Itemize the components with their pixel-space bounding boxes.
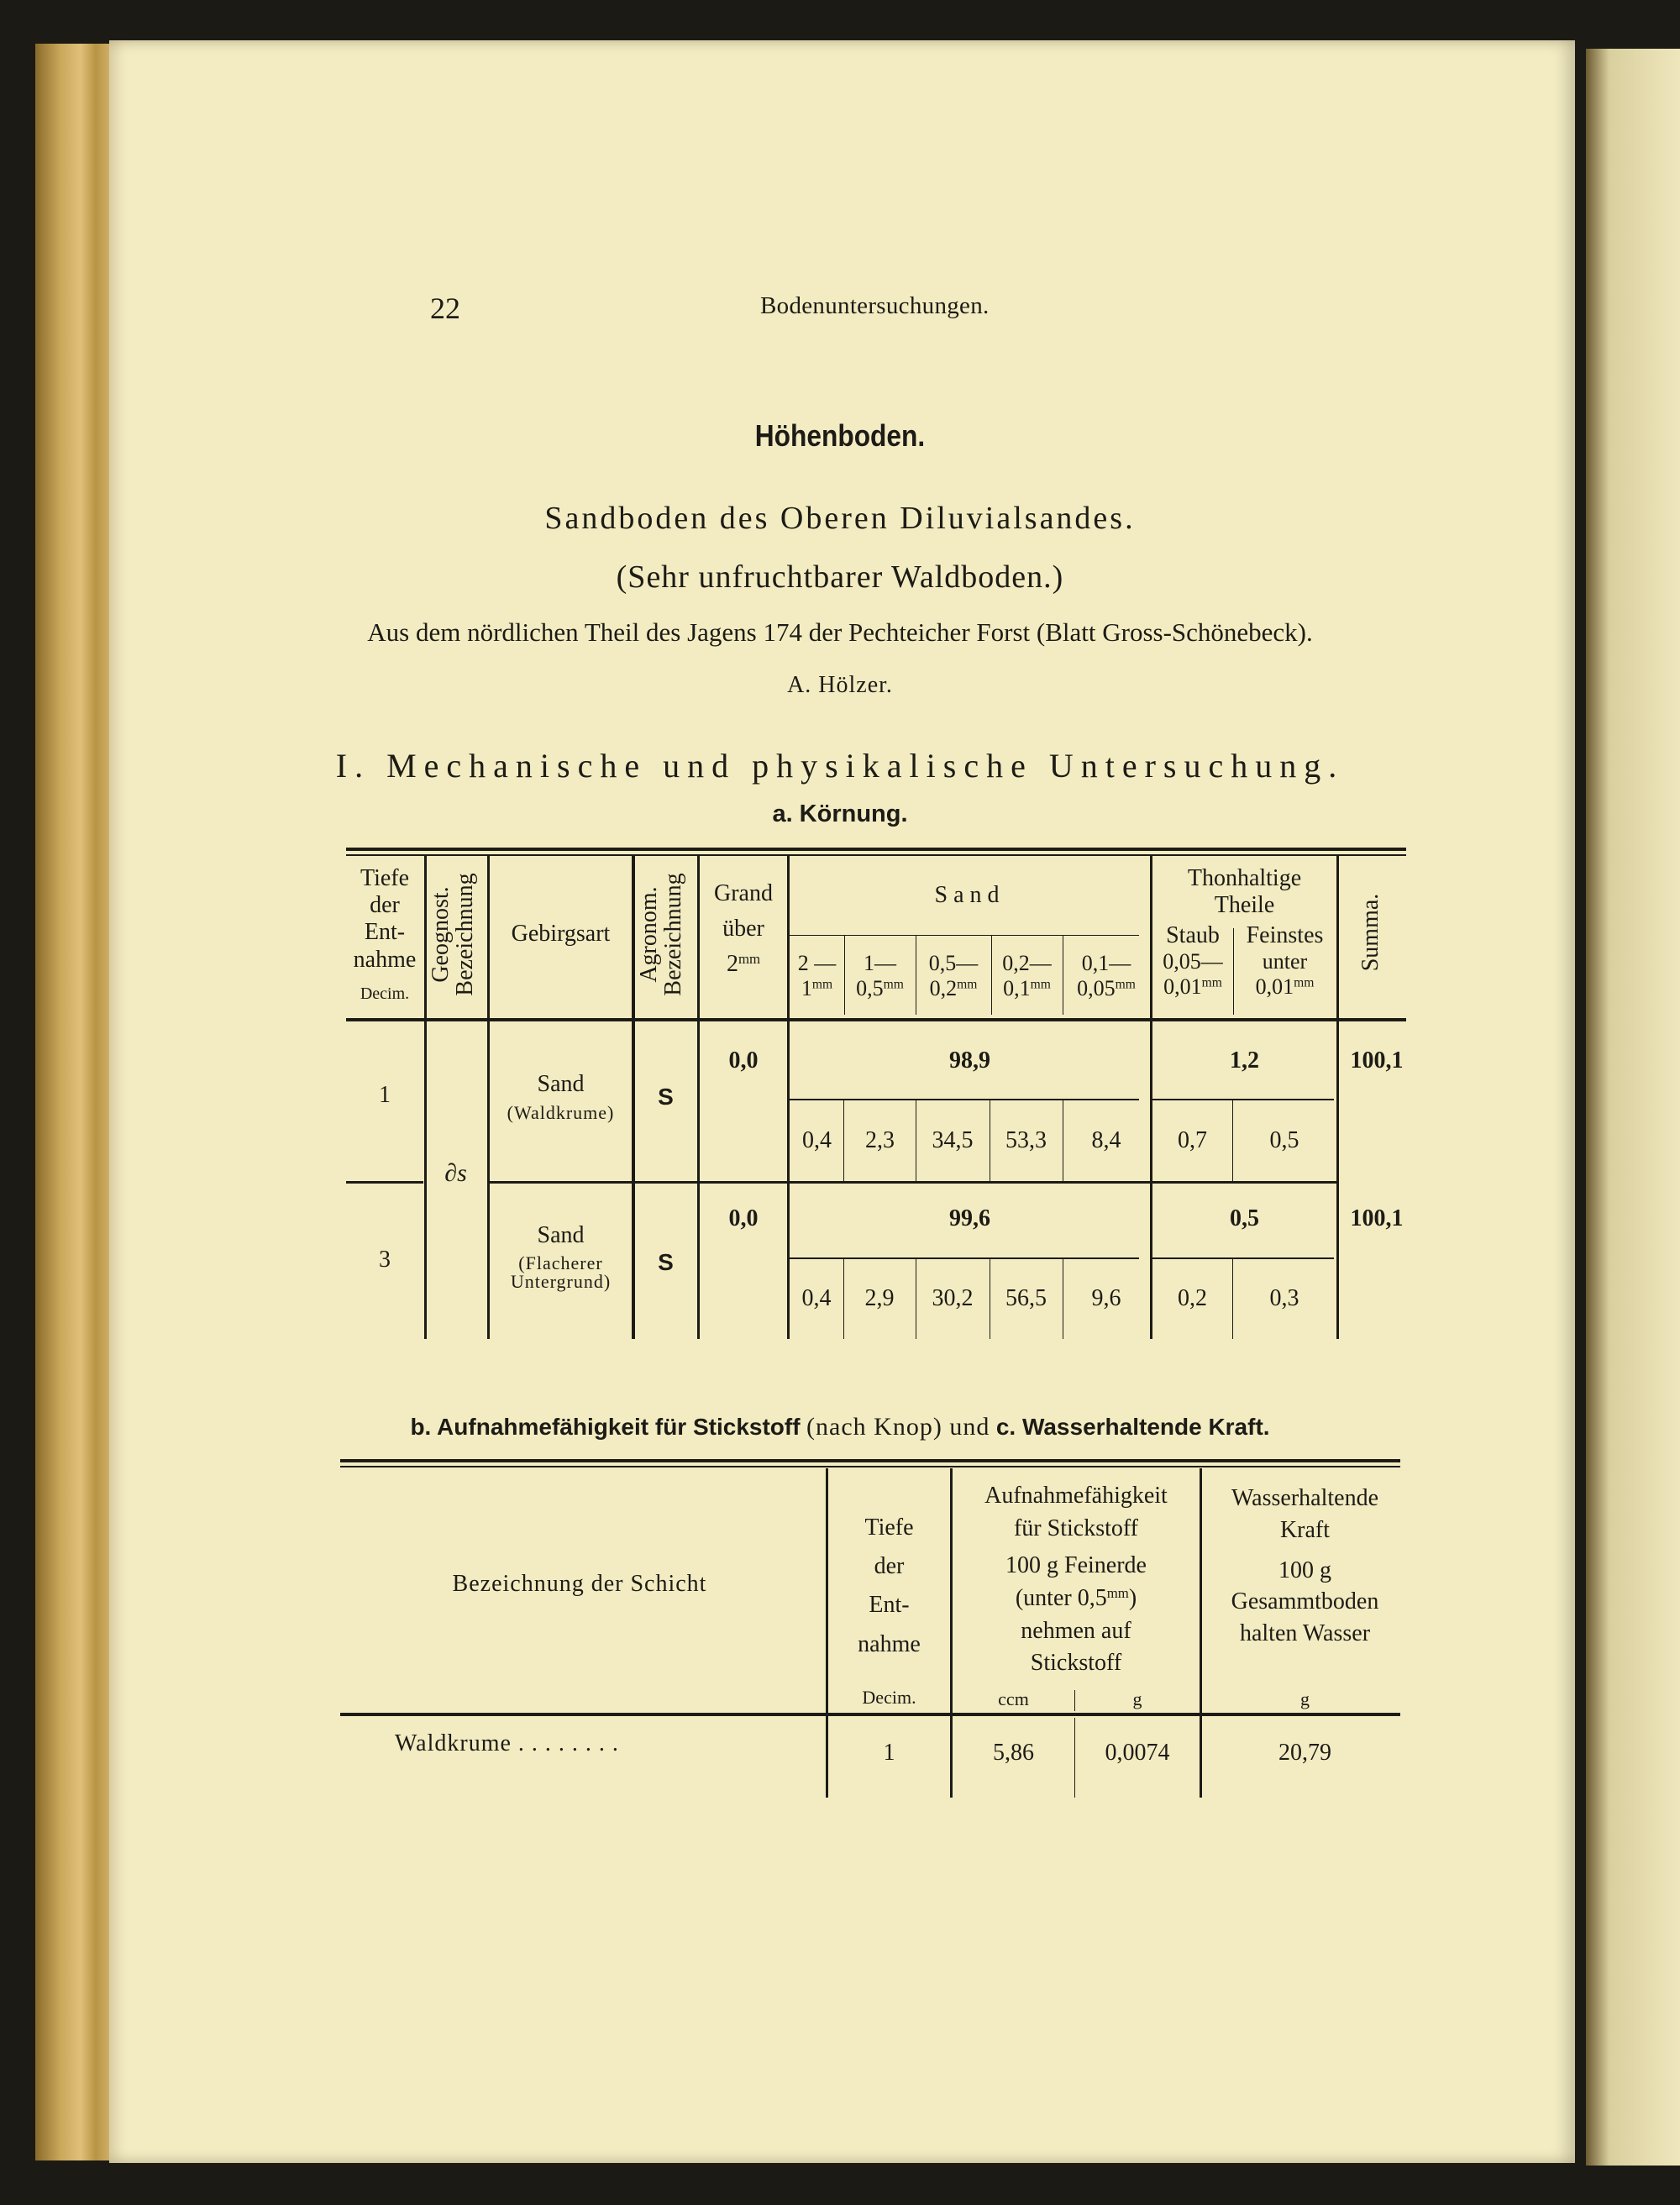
- row-sand-total: 98,9: [949, 1047, 990, 1074]
- section-heading: I. Mechanische und physikalische Untersuchung.: [335, 747, 1345, 785]
- header-summa: Summa.: [1357, 893, 1383, 972]
- row-gebirgsart: Sand: [537, 1222, 585, 1248]
- row-gebirgsart-note: (Flacherer Untergrund): [510, 1252, 612, 1292]
- header-gebirgsart: Gebirgsart: [511, 921, 611, 947]
- header-tiefe-b: Tiefe der Ent- nahme: [858, 1515, 921, 1657]
- row-agronom: S: [658, 1249, 674, 1275]
- row-sand-value: 8,4: [1091, 1127, 1121, 1153]
- row-grand: 0,0: [728, 1205, 759, 1231]
- row-sand-value: 2,9: [864, 1285, 895, 1311]
- row-summa: 100,1: [1350, 1047, 1404, 1074]
- row-thon-total: 1,2: [1230, 1047, 1259, 1074]
- row-sand-value: 0,4: [801, 1285, 832, 1311]
- book-page: [109, 40, 1575, 2163]
- row-depth: 1: [379, 1082, 391, 1108]
- header-schicht: Bezeichnung der Schicht: [452, 1571, 707, 1597]
- header-sand-01-005: 0,1— $0,05^{mm}$: [1077, 951, 1136, 1000]
- row-thon-total: 0,5: [1230, 1205, 1259, 1231]
- header-aufnahme: Aufnahmefähigkeit für Stickstoff 100 g Feinerde (unter $0,5^{mm}$) nehmen auf Stickstoff: [984, 1483, 1168, 1677]
- subtitle: Sandboden des Oberen Diluvialsandes.: [544, 501, 1136, 536]
- row-depth: 3: [379, 1247, 391, 1273]
- row-summa: 100,1: [1350, 1205, 1404, 1231]
- next-page-edge: [1586, 49, 1680, 2166]
- subsection-a-heading: a. Körnung.: [772, 801, 908, 827]
- page-number: 22: [430, 291, 460, 325]
- row-gebirgsart: Sand: [537, 1071, 585, 1097]
- header-g: g: [1132, 1688, 1142, 1709]
- row-gebirgsart-note: (Waldkrume): [507, 1102, 615, 1123]
- row-agronom: S: [658, 1084, 674, 1110]
- row-sand-value: 30,2: [932, 1285, 974, 1311]
- row-feinstes: 0,5: [1269, 1127, 1299, 1153]
- header-decim-b: Decim.: [862, 1687, 916, 1708]
- subsection-bc-heading: b. Aufnahmefähigkeit für Stickstoff (nach Knop) und c. Wasserhaltende Kraft.: [410, 1413, 1270, 1441]
- row-wasser: 20,79: [1278, 1740, 1331, 1766]
- geognost-value: ∂s: [444, 1159, 467, 1187]
- header-sand-2-1: 2 — $1^{mm}$: [797, 951, 837, 1000]
- header-geognost: Geognost. Bezeichnung: [428, 873, 479, 996]
- header-sand-05-02: 0,5— $0,2^{mm}$: [928, 951, 979, 1000]
- header-decim: Decim.: [360, 984, 410, 1003]
- header-ccm: ccm: [998, 1688, 1029, 1709]
- author: A. Hölzer.: [787, 672, 893, 698]
- header-feinstes: Feinstes unter $0,01^{mm}$: [1246, 922, 1324, 1000]
- subtitle-note: (Sehr unfruchtbarer Waldboden.): [616, 559, 1064, 595]
- running-title: Bodenuntersuchungen.: [760, 292, 990, 319]
- row-staub: 0,2: [1178, 1285, 1207, 1311]
- sample-origin: Aus dem nördlichen Theil des Jagens 174 der Pechteicher Forst (Blatt Gross-Schönebeck).: [367, 617, 1313, 647]
- row-grand: 0,0: [728, 1047, 759, 1074]
- header-sand: Sand: [934, 882, 1005, 908]
- header-agronom: Agronom. Bezeichnung: [636, 873, 687, 996]
- row-g: 0,0074: [1105, 1740, 1170, 1766]
- header-sand-1-05: 1— $0,5^{mm}$: [856, 951, 904, 1000]
- header-wasser: Wasserhaltende Kraft 100 g Gesammtboden halten Wasser: [1231, 1485, 1379, 1647]
- row-schicht: Waldkrume . . . . . . . .: [395, 1730, 619, 1756]
- header-thonhaltige: Thonhaltige Theile: [1187, 865, 1302, 919]
- row-sand-value: 56,5: [1005, 1285, 1047, 1311]
- row-ccm: 5,86: [993, 1740, 1034, 1766]
- row-staub: 0,7: [1178, 1127, 1207, 1153]
- row-sand-value: 2,3: [865, 1127, 895, 1153]
- header-tiefe: Tiefe der Ent- nahme: [353, 865, 417, 973]
- row-feinstes: 0,3: [1269, 1285, 1299, 1311]
- header-sand-02-01: 0,2— $0,1^{mm}$: [1002, 951, 1052, 1000]
- row-sand-value: 34,5: [932, 1127, 974, 1153]
- row-sand-value: 9,6: [1091, 1285, 1121, 1311]
- row-sand-value: 53,3: [1005, 1127, 1047, 1153]
- header-staub: Staub 0,05— $0,01^{mm}$: [1163, 922, 1223, 1000]
- page-title: Höhenboden.: [754, 418, 926, 453]
- header-grand: Grand über $2^{mm}$: [714, 880, 773, 978]
- header-g-wasser: g: [1300, 1688, 1310, 1709]
- row-sand-total: 99,6: [949, 1205, 990, 1231]
- row-sand-value: 0,4: [802, 1127, 832, 1153]
- row-tiefe: 1: [883, 1740, 895, 1766]
